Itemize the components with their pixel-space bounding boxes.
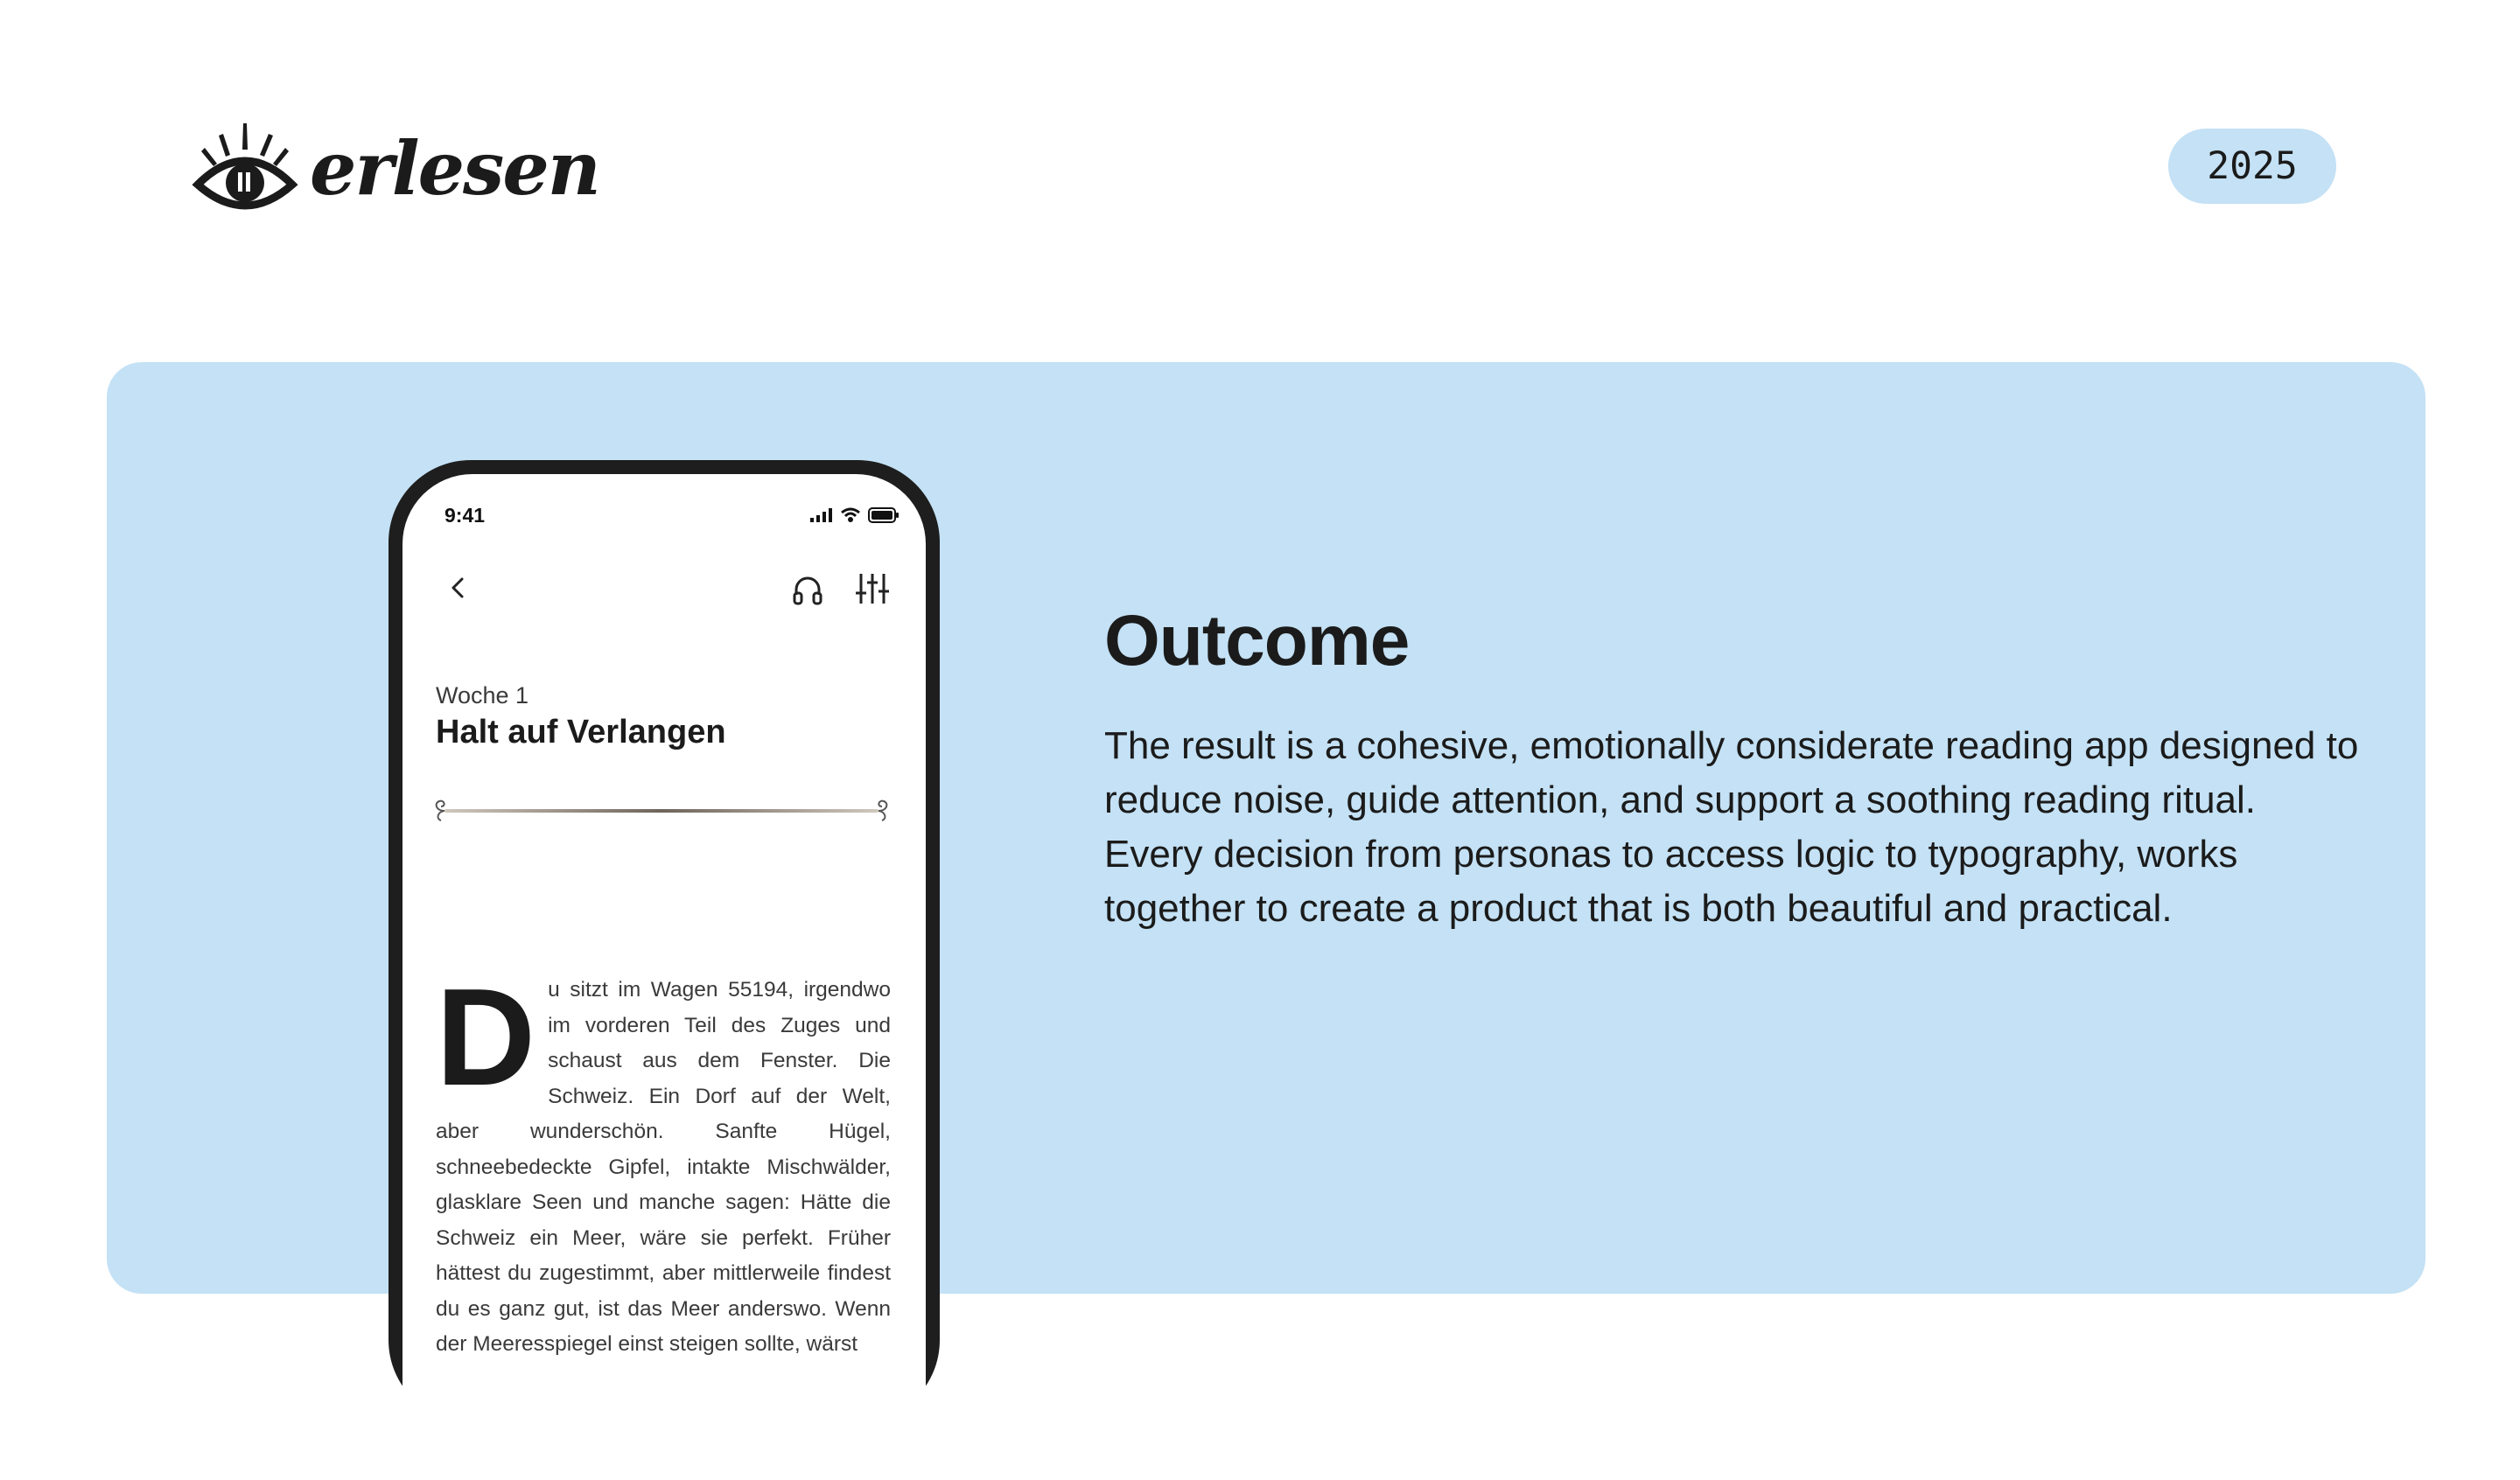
- story-body: u sitzt im Wagen 55194, irgendwo im vorderen Teil des Zuges und schaust aus dem Fenster. Die Schweiz. Ein Dorf auf der Welt, aber wunderschön. Sanfte Hügel, schneebedeckte Gipfel, intakte Mischwälder, glasklare Seen und manche sagen: Hätte die Schweiz ein Meer, wäre sie perfekt. Früher hättest du zugestimmt, aber mittlerweile findest du es ganz gut, ist das Meer anderswo. Wenn der Meeresspiegel einst steigen sollte, wärst: [436, 978, 891, 1356]
- headphones-icon[interactable]: [789, 570, 826, 607]
- battery-icon: [868, 507, 900, 523]
- chapter-title: Halt auf Verlangen: [436, 714, 726, 750]
- ornament-divider: [432, 794, 891, 829]
- brand-name: erlesen: [310, 124, 599, 212]
- eye-logo-icon: [192, 120, 298, 216]
- phone-mockup: [388, 460, 940, 1422]
- signal-icon: [810, 508, 833, 522]
- outcome-title: Outcome: [1104, 601, 1410, 681]
- year-badge: 2025: [2168, 129, 2336, 204]
- wifi-icon: [840, 507, 861, 523]
- story-text: [436, 960, 891, 1363]
- status-time: 9:41: [444, 504, 486, 527]
- sliders-icon[interactable]: [854, 570, 891, 607]
- chevron-left-icon[interactable]: [441, 570, 476, 605]
- week-label: Woche 1: [436, 682, 529, 709]
- outcome-card: [107, 362, 2426, 1356]
- drop-cap: D: [436, 960, 536, 1114]
- outcome-body: The result is a cohesive, emotionally considerate reading app designed to reduce noise, guide attention, and support a soothing reading ritual. Every decision from personas to access logic to typography, works together to create a product that is both beautiful and practical.: [1104, 724, 2359, 930]
- phone-screen: [402, 474, 926, 1422]
- status-icons: [810, 507, 900, 523]
- brand-logo: [192, 115, 599, 220]
